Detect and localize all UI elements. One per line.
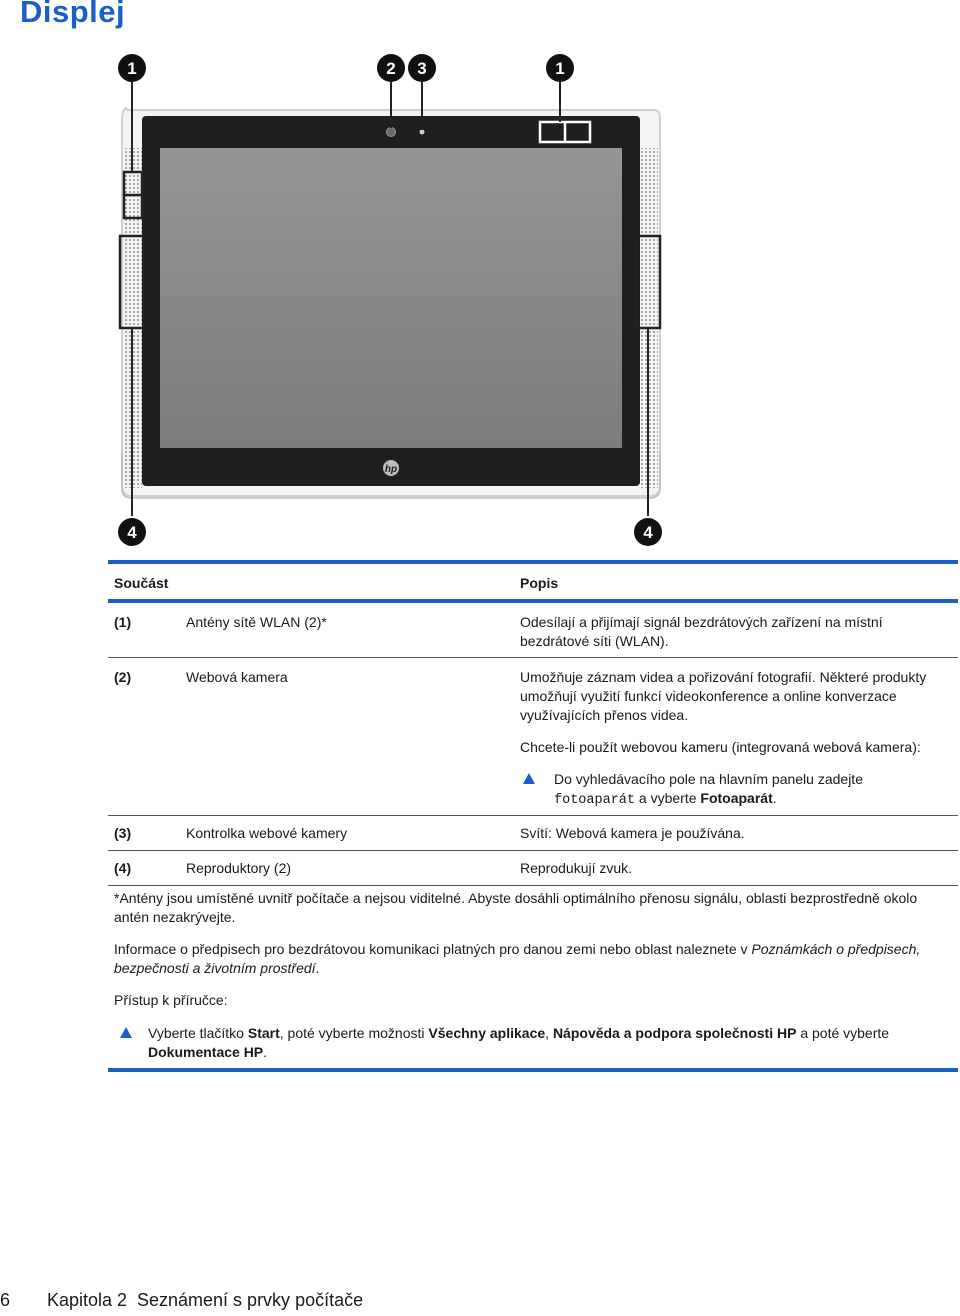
svg-text:4: 4 xyxy=(127,523,137,542)
row-number: (1) xyxy=(114,614,132,630)
table-row xyxy=(108,603,958,658)
webcam-light-icon xyxy=(420,130,425,135)
page-title: Displej xyxy=(20,0,126,29)
bold-text: Všechny aplikace xyxy=(428,1025,546,1041)
callout-3 xyxy=(408,54,436,82)
code-text: fotoaparát xyxy=(554,793,636,808)
note-line: *Antény jsou umístěné uvnitř počítače a nejsou viditelné. Abyste dosáhli optimálního přenosu signálu, oblasti bezprostředně okolo xyxy=(114,890,918,906)
row-component: Kontrolka webové kamery xyxy=(186,825,348,841)
display-figure xyxy=(108,50,674,552)
access-steps xyxy=(114,1024,948,1062)
antenna-note xyxy=(114,889,944,927)
webcam-icon xyxy=(387,128,396,137)
table-row xyxy=(108,851,958,886)
bullet-mid: a vyberte xyxy=(635,790,701,806)
step-text: , xyxy=(545,1025,553,1041)
bold-text: Start xyxy=(247,1025,280,1041)
bullet-text: Do vyhledávacího pole na hlavním panelu zadejte xyxy=(554,771,863,787)
hp-logo-icon xyxy=(383,460,399,476)
note-text: Informace o předpisech pro bezdrátovou komunikaci platných pro danou zemi nebo oblast naleznete v xyxy=(114,941,752,957)
note-text-end: . xyxy=(315,960,320,976)
webcam-bullet xyxy=(520,770,945,810)
description-line: využívajících přenos videa. xyxy=(520,707,689,723)
step-text: Vyberte tlačítko xyxy=(148,1025,248,1041)
callout-1-left xyxy=(118,54,146,82)
row-component: Antény sítě WLAN (2)* xyxy=(186,614,327,630)
footer-chapter: Kapitola 2 xyxy=(47,1290,128,1310)
bold-text: Fotoaparát xyxy=(700,790,773,806)
bullet-end: . xyxy=(772,790,777,806)
svg-text:1: 1 xyxy=(555,59,565,78)
regulatory-note xyxy=(114,940,944,978)
components-table xyxy=(108,560,958,886)
regulatory-doc-link-2: bezpečnosti a životním prostředí xyxy=(114,960,316,976)
row-number: (3) xyxy=(114,825,132,841)
callout-2 xyxy=(377,54,405,82)
bold-text: Nápověda a podpora společnosti HP xyxy=(552,1025,797,1041)
description-line: Umožňuje záznam videa a pořizování fotografií. Některé produkty xyxy=(520,669,927,685)
svg-text:4: 4 xyxy=(643,523,653,542)
svg-text:3: 3 xyxy=(417,59,427,78)
step-text: . xyxy=(263,1044,268,1060)
table-row xyxy=(108,816,958,851)
row-number: (4) xyxy=(114,860,132,876)
description-line: bezdrátové síti (WLAN). xyxy=(520,633,669,649)
footer-chapter-title: Seznámení s prvky počítače xyxy=(137,1290,364,1310)
note-line: antén nezakrývejte. xyxy=(114,909,236,925)
bottom-rule xyxy=(108,1068,958,1072)
row-description xyxy=(520,613,945,651)
table-row xyxy=(108,658,958,816)
description-line: umožňují využití funkcí videokonference a online konverzace xyxy=(520,688,897,704)
header-description: Popis xyxy=(520,575,559,591)
regulatory-doc-link: Poznámkách o předpisech, xyxy=(751,941,921,957)
row-component: Reproduktory (2) xyxy=(186,860,292,876)
footer-page-number: 6 xyxy=(0,1290,11,1310)
table-header xyxy=(108,564,958,603)
description-line: Odesílají a přijímají signál bezdrátových zařízení na místní xyxy=(520,614,883,630)
callout-4-right xyxy=(634,518,662,546)
svg-text:hp: hp xyxy=(384,464,398,475)
row-component: Webová kamera xyxy=(186,669,288,685)
bullet-text-2 xyxy=(554,789,945,810)
row-description xyxy=(520,668,945,810)
bullet-triangle-icon xyxy=(120,1027,132,1038)
row-number: (2) xyxy=(114,669,132,685)
header-component: Součást xyxy=(114,575,169,591)
bullet-triangle-icon xyxy=(523,773,535,784)
row-description: Svítí: Webová kamera je používána. xyxy=(520,825,745,841)
display-screen xyxy=(160,148,622,448)
row-description: Reprodukují zvuk. xyxy=(520,860,633,876)
step-text: , poté vyberte možnosti xyxy=(279,1025,429,1041)
svg-text:1: 1 xyxy=(127,59,137,78)
step-text: a poté vyberte xyxy=(796,1025,890,1041)
access-label: Přístup k příručce: xyxy=(114,992,228,1008)
callout-4-left xyxy=(118,518,146,546)
bold-text: Dokumentace HP xyxy=(148,1044,264,1060)
webcam-instructions: Chcete-li použít webovou kameru (integrovaná webová kamera): xyxy=(520,739,921,755)
callout-1-right xyxy=(546,54,574,82)
svg-text:2: 2 xyxy=(386,59,396,78)
